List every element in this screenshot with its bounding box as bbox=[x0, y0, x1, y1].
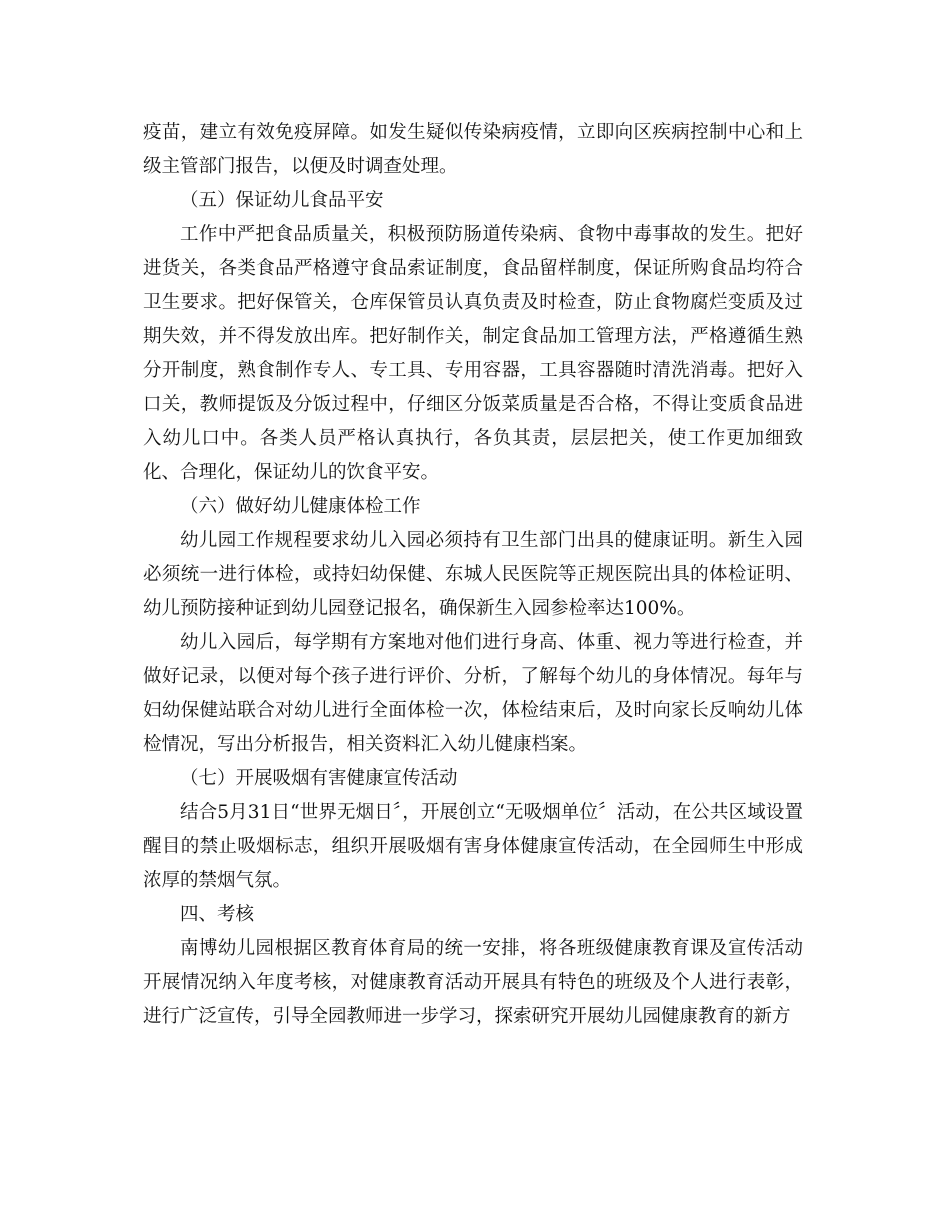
section-heading-assessment: 四、考核 bbox=[180, 904, 255, 925]
section-heading-food-safety: （五）保证幼儿食品平安 bbox=[180, 190, 384, 211]
section-heading-anti-smoking: （七）开展吸烟有害健康宣传活动 bbox=[180, 768, 458, 789]
paragraph-continuation: 疫苗，建立有效免疫屏障。如发生疑似传染病疫情，立即向区疾病控制中心和上级主管部门报告，以便及时调查处理。 bbox=[143, 122, 803, 177]
paragraph-physical-exam: 幼儿入园后，每学期有方案地对他们进行身高、体重、视力等进行检查，并做好记录，以便对每个孩子进行评价、分析，了解每个幼儿的身体情况。每年与妇幼保健站联合对幼儿进行全面体检一次，体检结束后，及时向家长反响幼儿体检情况，写出分析报告，相关资料汇入幼儿健康档案。 bbox=[143, 632, 803, 755]
paragraph-health-certificate: 幼儿园工作规程要求幼儿入园必须持有卫生部门出具的健康证明。新生入园必须统一进行体检，或持妇幼保健、东城人民医院等正规医院出具的体检证明、幼儿预防接种证到幼儿园登记报名，确保新生入园参检率达100%。 bbox=[143, 530, 803, 619]
document-body bbox=[143, 116, 803, 1034]
section-heading-health-checkup: （六）做好幼儿健康体检工作 bbox=[180, 496, 421, 517]
paragraph-anti-smoking: 结合5月31日“世界无烟日〞，开展创立“无吸烟单位〞活动，在公共区域设置醒目的禁止吸烟标志，组织开展吸烟有害身体健康宣传活动，在全园师生中形成浓厚的禁烟气氛。 bbox=[143, 802, 803, 891]
paragraph-food-safety: 工作中严把食品质量关，积极预防肠道传染病、食物中毒事故的发生。把好进货关，各类食品严格遵守食品索证制度，食品留样制度，保证所购食品均符合卫生要求。把好保管关，仓库保管员认真负责及时检查，防止食物腐烂变质及过期失效，并不得发放出库。把好制作关，制定食品加工管理方法，严格遵循生熟分开制度，熟食制作专人、专工具、专用容器，工具容器随时清洗消毒。把好入口关，教师提饭及分饭过程中，仔细区分饭菜质量是否合格，不得让变质食品进入幼儿口中。各类人员严格认真执行，各负其责，层层把关，使工作更加细致化、合理化，保证幼儿的饮食平安。 bbox=[143, 224, 803, 483]
paragraph-assessment: 南博幼儿园根据区教育体育局的统一安排，将各班级健康教育课及宣传活动开展情况纳入年度考核，对健康教育活动开展具有特色的班级及个人进行表彰，进行广泛宣传，引导全园教师进一步学习，探索研究开展幼儿园健康教育的新方 bbox=[143, 938, 803, 1027]
